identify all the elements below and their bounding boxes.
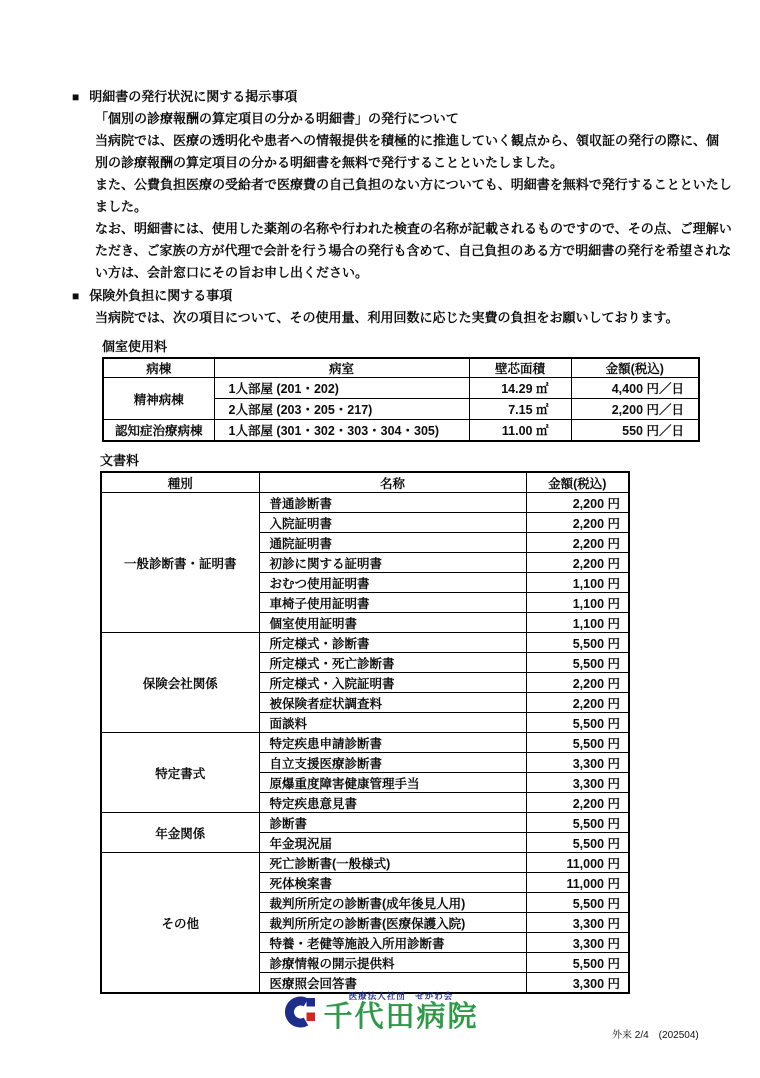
price-cell: 5,500 円 [526, 953, 629, 973]
price-cell: 2,200 円 [526, 513, 629, 533]
paragraph-line: なお、明細書には、使用した薬剤の名称や行われた検査の名称が記載されるものですので、その点、ご理解い [95, 221, 732, 236]
price-cell: 3,300 円 [526, 973, 629, 994]
price-cell: 2,200 円 [526, 553, 629, 573]
price-cell: 5,500 円 [526, 633, 629, 653]
price-cell: 3,300 円 [526, 933, 629, 953]
price-cell: 2,200 円 [526, 693, 629, 713]
price-cell: 5,500 円 [526, 833, 629, 853]
section-title: 明細書の発行状況に関する掲示事項 [89, 89, 298, 104]
document-fee-table-title: 文書料 [100, 453, 140, 468]
table-row [101, 733, 629, 753]
table-row [101, 633, 629, 653]
paragraph-line: 別の診療報酬の算定項目の分かる明細書を無料で発行することといたしました。 [95, 155, 564, 170]
price-cell: 11,000 円 [526, 873, 629, 893]
area-cell: 11.00 ㎡ [469, 420, 571, 442]
category-cell: 保険会社関係 [101, 633, 259, 733]
price-cell: 1,100 円 [526, 573, 629, 593]
table-header-row [103, 358, 699, 378]
price-cell: 5,500 円 [526, 713, 629, 733]
price-cell: 2,200 円／日 [571, 399, 699, 420]
price-cell: 2,200 円 [526, 533, 629, 553]
price-cell: 3,300 円 [526, 773, 629, 793]
document-name-cell: 所定様式・診断書 [259, 633, 526, 653]
non-insurance-charge-section [72, 285, 702, 329]
document-name-cell: 死体検案書 [259, 873, 526, 893]
price-cell: 3,300 円 [526, 753, 629, 773]
price-cell: 1,100 円 [526, 593, 629, 613]
price-cell: 2,200 円 [526, 493, 629, 513]
paragraph-line: 「個別の診療報酬の算定項目の分かる明細書」の発行について [95, 111, 459, 126]
table-row [101, 493, 629, 513]
table-row [101, 813, 629, 833]
price-cell: 4,400 円／日 [571, 378, 699, 399]
price-cell: 5,500 円 [526, 733, 629, 753]
document-name-cell: 被保険者症状調査料 [259, 693, 526, 713]
document-name-cell: 年金現況届 [259, 833, 526, 853]
room-cell: 2人部屋 (203・205・217) [214, 399, 469, 420]
document-name-cell: 裁判所所定の診断書(成年後見人用) [259, 893, 526, 913]
category-cell: 年金関係 [101, 813, 259, 853]
document-name-cell: 面談料 [259, 713, 526, 733]
document-name-cell: 初診に関する証明書 [259, 553, 526, 573]
ward-cell: 精神病棟 [103, 378, 214, 420]
price-cell: 1,100 円 [526, 613, 629, 633]
column-header: 病棟 [103, 358, 214, 378]
document-name-cell: 所定様式・死亡診断書 [259, 653, 526, 673]
document-name-cell: 医療照会回答書 [259, 973, 526, 994]
footer-page-note: 外来 2/4 (202504) [612, 1030, 699, 1041]
logo-c-shape [290, 1001, 307, 1023]
price-cell: 5,500 円 [526, 893, 629, 913]
document-name-cell: 通院証明書 [259, 533, 526, 553]
price-cell: 2,200 円 [526, 673, 629, 693]
document-name-cell: 原爆重度障害健康管理手当 [259, 773, 526, 793]
table-row [101, 853, 629, 873]
price-cell: 3,300 円 [526, 913, 629, 933]
paragraph-line: い方は、会計窓口にその旨お申し出ください。 [95, 265, 369, 280]
document-name-cell: 診断書 [259, 813, 526, 833]
column-header: 金額(税込) [571, 358, 699, 378]
document-name-cell: 死亡診断書(一般様式) [259, 853, 526, 873]
itemized-statement-notice-section [72, 86, 732, 284]
column-header: 種別 [101, 472, 259, 493]
logo-organization-text: 医療法人社団 せがわ会 [348, 991, 454, 1001]
table-row [103, 420, 699, 442]
paragraph-line: 当病院では、医療の透明化や患者への情報提供を積極的に推進していく観点から、領収証の発行の際に、個 [95, 133, 720, 148]
area-cell: 7.15 ㎡ [469, 399, 571, 420]
logo-dot-top [307, 998, 316, 1007]
ward-cell: 認知症治療病棟 [103, 420, 214, 442]
column-header: 病室 [214, 358, 469, 378]
room-fee-table [102, 357, 700, 442]
square-bullet-icon: ■ [72, 289, 80, 303]
room-cell: 1人部屋 (201・202) [214, 378, 469, 399]
document-name-cell: 車椅子使用証明書 [259, 593, 526, 613]
document-name-cell: 個室使用証明書 [259, 613, 526, 633]
column-header: 名称 [259, 472, 526, 493]
price-cell: 550 円／日 [571, 420, 699, 442]
document-name-cell: 自立支援医療診断書 [259, 753, 526, 773]
room-fee-table-title: 個室使用料 [102, 339, 168, 354]
category-cell: 特定書式 [101, 733, 259, 813]
table-row [103, 378, 699, 399]
document-name-cell: 特定疾患申請診断書 [259, 733, 526, 753]
document-name-cell: 診療情報の開示提供料 [259, 953, 526, 973]
price-cell: 5,500 円 [526, 653, 629, 673]
document-name-cell: 特養・老健等施設入所用診断書 [259, 933, 526, 953]
document-name-cell: 裁判所所定の診断書(医療保護入院) [259, 913, 526, 933]
document-name-cell: 特定疾患意見書 [259, 793, 526, 813]
square-bullet-icon: ■ [72, 90, 80, 104]
hospital-logo-mark-icon [281, 993, 319, 1031]
table-header-row [101, 472, 629, 493]
column-header: 壁芯面積 [469, 358, 571, 378]
hospital-name: 千代田病院 [323, 1001, 479, 1033]
document-name-cell: 入院証明書 [259, 513, 526, 533]
column-header: 金額(税込) [526, 472, 629, 493]
price-cell: 11,000 円 [526, 853, 629, 873]
category-cell: 一般診断書・証明書 [101, 493, 259, 633]
document-fee-table [100, 471, 630, 994]
paragraph-line: また、公費負担医療の受給者で医療費の自己負担のない方についても、明細書を無料で発行することといたし [95, 177, 732, 192]
paragraph-line: ただき、ご家族の方が代理で会計を行う場合の発行も含めて、自己負担のある方で明細書の発行を希望されな [95, 243, 732, 258]
paragraph-line: ました。 [95, 199, 148, 214]
document-name-cell: 所定様式・入院証明書 [259, 673, 526, 693]
document-name-cell: おむつ使用証明書 [259, 573, 526, 593]
section-title: 保険外負担に関する事項 [89, 288, 233, 303]
paragraph-line: 当病院では、次の項目について、その使用量、利用回数に応じた実費の負担をお願いしております。 [95, 310, 679, 325]
category-cell: その他 [101, 853, 259, 994]
document-name-cell: 普通診断書 [259, 493, 526, 513]
price-cell: 2,200 円 [526, 793, 629, 813]
area-cell: 14.29 ㎡ [469, 378, 571, 399]
logo-dot-bottom [307, 1013, 316, 1022]
room-cell: 1人部屋 (301・302・303・304・305) [214, 420, 469, 442]
price-cell: 5,500 円 [526, 813, 629, 833]
